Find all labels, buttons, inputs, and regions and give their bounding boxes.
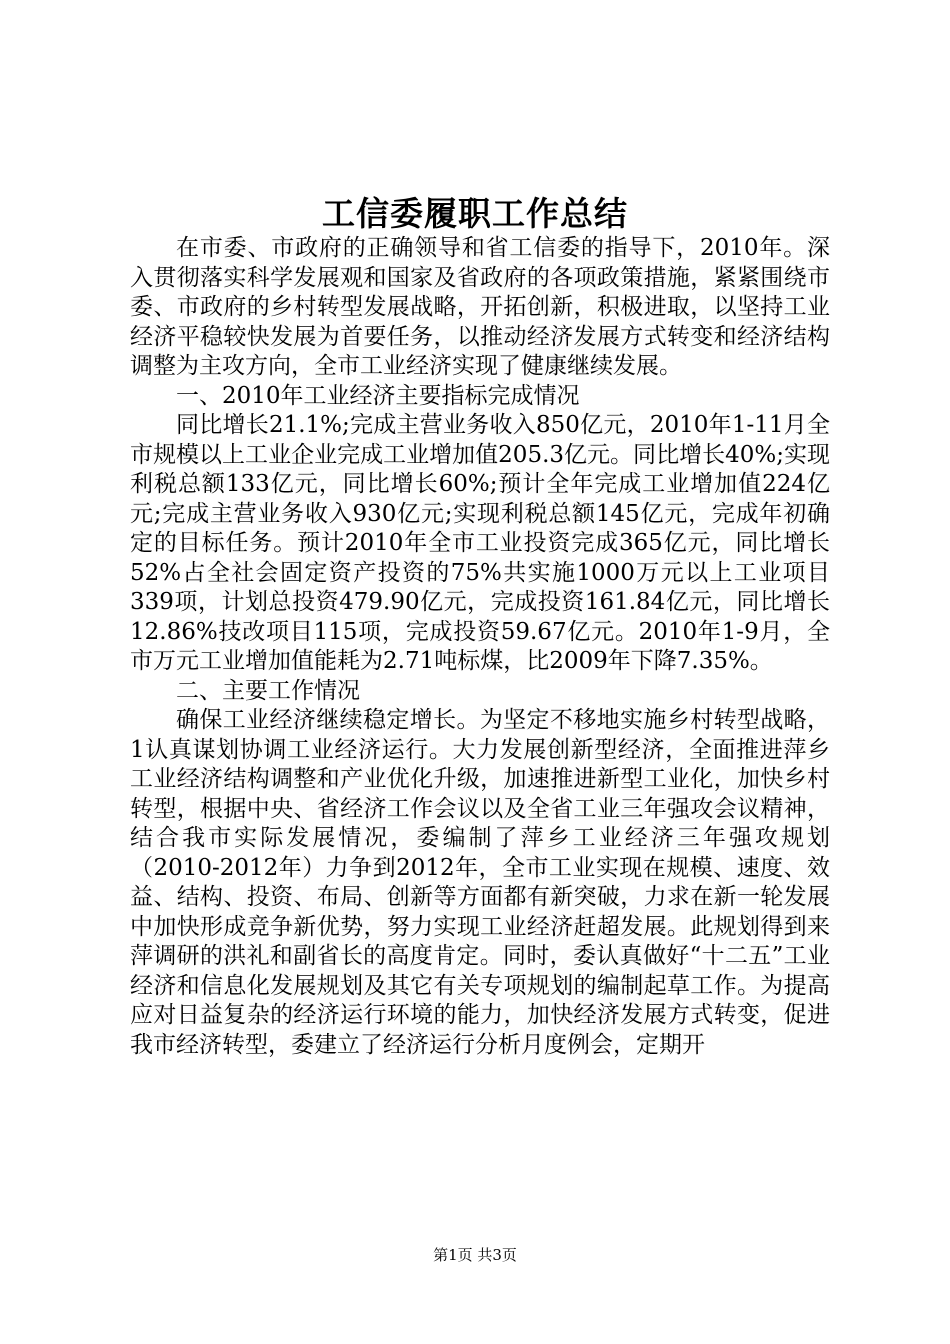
section-heading-1: 一、2010年工业经济主要指标完成情况 <box>176 382 580 409</box>
paragraph-intro: 在市委、市政府的正确领导和省工信委的指导下，2010年。深入贯彻落实科学发展观和国家及省政府的各项政策措施，紧紧围绕市委、市政府的乡村转型发展战略，开拓创新，积极进取，以坚持工业经济平稳较快发展为首要任务，以推动经济发展方式转变和经济结构调整为主攻方向，全市工业经济实现了健康继续发展。 <box>130 235 830 379</box>
paragraph-indicators: 同比增长21.1%;完成主营业务收入850亿元，2010年1-11月全市规模以上工业企业完成工业增加值205.3亿元。同比增长40%;实现利税总额133亿元，同比增长60%;预计全年完成工业增加值224亿元;完成主营业务收入930亿元;实现利税总额145亿元，完成年初确定的目标任务。预计2010年全市工业投资完成365亿元，同比增长52%占全社会固定资产投资的75%共实施1000万元以上工业项目339项，计划总投资479.90亿元，完成投资161.84亿元，同比增长12.86%技改项目115项，完成投资59.67亿元。2010年1-9月，全市万元工业增加值能耗为2.71吨标煤，比2009年下降7.35%。 <box>130 412 830 674</box>
document-body <box>130 234 830 1060</box>
document-title: 工信委履职工作总结 <box>322 194 628 233</box>
paragraph-work: 确保工业经济继续稳定增长。为坚定不移地实施乡村转型战略，1认真谋划协调工业经济运行。大力发展创新型经济，全面推进萍乡工业经济结构调整和产业优化升级，加速推进新型工业化，加快乡村转型，根据中央、省经济工作会议以及全省工业三年强攻会议精神，结合我市实际发展情况，委编制了萍乡工业经济三年强攻规划（2010-2012年）力争到2012年，全市工业实现在规模、速度、效益、结构、投资、布局、创新等方面都有新突破，力求在新一轮发展中加快形成竞争新优势，努力实现工业经济赶超发展。此规划得到来萍调研的洪礼和副省长的高度肯定。同时，委认真做好“十二五”工业经济和信息化发展规划及其它有关专项规划的编制起草工作。为提高应对日益复杂的经济运行环境的能力，加快经济发展方式转变，促进我市经济转型，委建立了经济运行分析月度例会，定期开 <box>130 707 830 1058</box>
section-heading-2: 二、主要工作情况 <box>176 677 360 704</box>
page-number-footer: 第1页 共3页 <box>433 1246 517 1264</box>
